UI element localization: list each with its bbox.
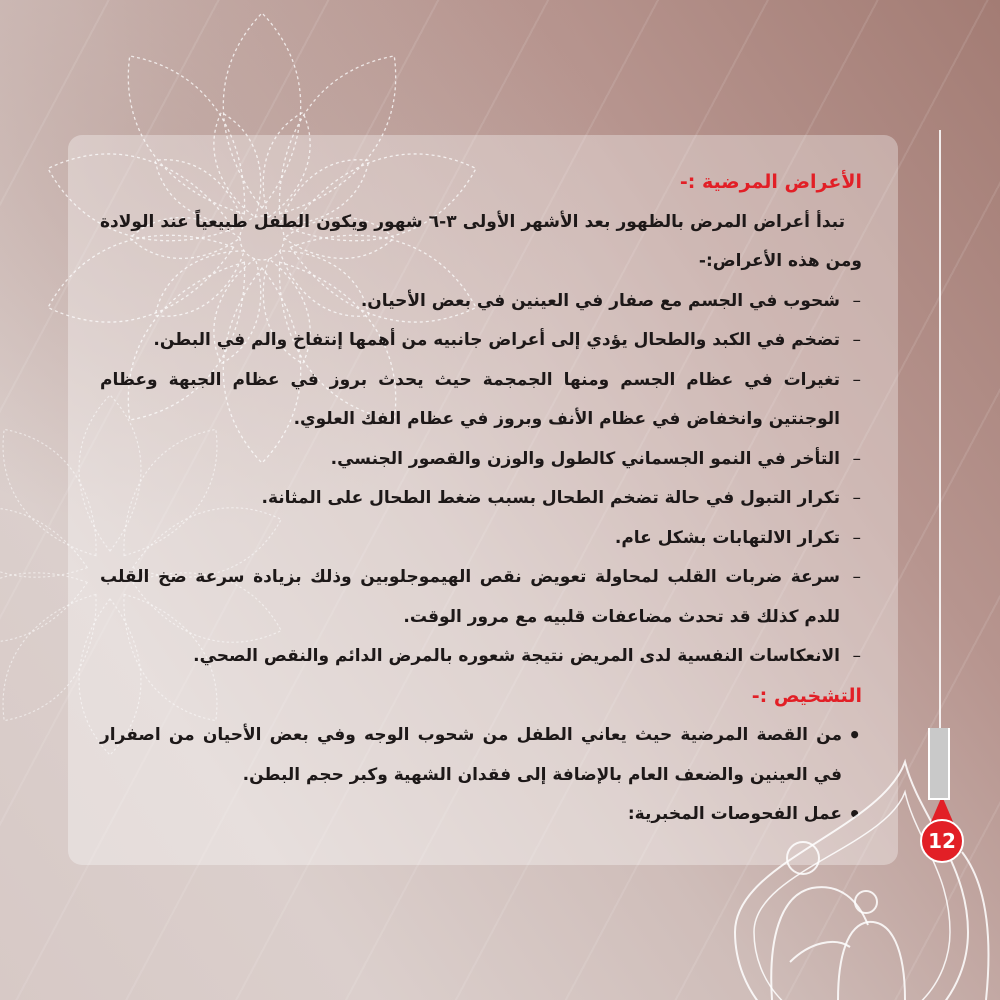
list-item: • من القصة المرضية حيث يعاني الطفل من شحوب الوجه وفي بعض الأحيان من اصفرار في العينين والضعف العام بالإضافة إلى فقدان الشهية وكبر حجم البطن. [100, 716, 862, 795]
list-item: – الانعكاسات النفسية لدى المريض نتيجة شعوره بالمرض الدائم والنقص الصحي. [100, 637, 862, 677]
page-number: 12 [920, 819, 964, 863]
content [100, 163, 862, 835]
list-item: • عمل الفحوصات المخبرية: [100, 795, 862, 835]
symptoms-intro: تبدأ أعراض المرض بالظهور بعد الأشهر الأولى ٣-٦ شهور ويكون الطفل طبيعياً عند الولادة ومن هذه الأعراض:- [100, 211, 862, 271]
symptoms-list [100, 282, 862, 677]
list-item: – سرعة ضربات القلب لمحاولة تعويض نقص الهيموجلوبين وذلك بزيادة سرعة ضخ القلب للدم كذلك قد تحدث مضاعفات قلبيه مع مرور الوقت. [100, 558, 862, 637]
child-head [855, 891, 877, 913]
section-title-diagnosis: التشخيص :- [751, 684, 862, 707]
adult-body [771, 887, 868, 1000]
side-line [939, 130, 941, 728]
list-item: – تضخم في الكبد والطحال يؤدي إلى أعراض جانبيه من أهمها إنتفاخ والم في البطن. [100, 321, 862, 361]
test-tube-icon [928, 728, 950, 800]
diagnosis-list [100, 716, 862, 835]
section-title-symptoms: الأعراض المرضية :- [679, 171, 862, 193]
list-item: – تكرار الالتهابات بشكل عام. [100, 519, 862, 559]
list-item: – شحوب في الجسم مع صفار في العينين في بعض الأحيان. [100, 282, 862, 322]
drop-outline-right [962, 852, 988, 1000]
list-item: – تكرار التبول في حالة تضخم الطحال بسبب ضغط الطحال على المثانة. [100, 479, 862, 519]
list-item: – التأخر في النمو الجسماني كالطول والوزن والقصور الجنسي. [100, 440, 862, 480]
adult-arm [790, 942, 850, 962]
child-body [838, 922, 905, 1000]
list-item: – تغيرات في عظام الجسم ومنها الجمجمة حيث يحدث بروز في عظام الجبهة وعظام الوجنتين وانخفاض في عظام الأنف وبروز في عظام الفك العلوي. [100, 361, 862, 440]
